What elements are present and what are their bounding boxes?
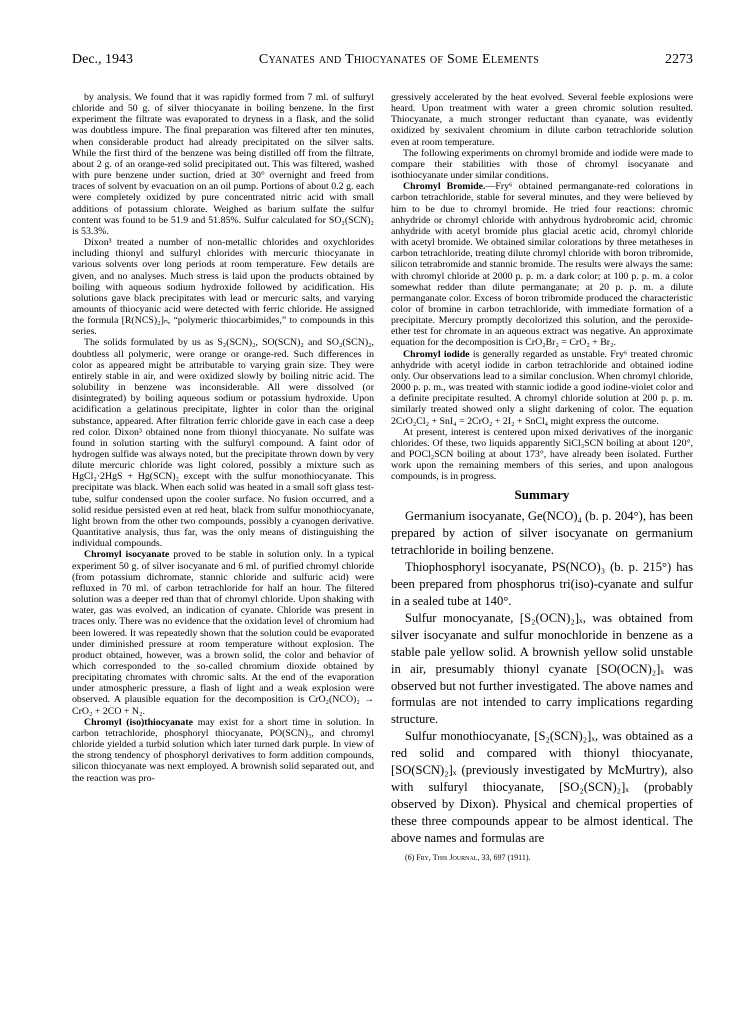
paragraph-text: —Fry⁶ obtained permanganate-red colorations in carbon tetrachloride, stable for several minutes, and they were believed by him to be due to chromyl bromide. He tried four reactions: chromic anhydride or chromyl chloride with anhydrous hydrobromic acid, chromic anhydride with acetyl bromide plus glacial acetic acid, chromyl chloride with acetyl bromide. We obtained similar colorations by three metatheses in carbon tetrachloride, treating dilute chromyl chloride with boron tribromide, silicon tetrabromide and stannic bromide. The results were always the same: with chromyl chloride at 2000 p. p. m. a dark color; at 100 p. p. m. a color somewhat redder than dilute permanganate; at 20 p. p. m. a dilute permanganate color. Excess of boron tribromide produced the characteristic color of bromine in carbon tetrachloride, with immediate formation of a precipitate. Mercury promptly decolorized this solution, and the peroxide-ether test for chromate in an aqueous extract was negative. An approximate equation for the decomposition is CrO₂Br₂ = CrO₂ + Br₂. [391, 181, 694, 349]
summary-paragraphs [391, 508, 693, 846]
paragraph [72, 337, 374, 549]
paragraph-text: The solids formulated by us as S₂(SCN)₂, SO(SCN)₂ and SO₂(SCN)₂, doubtless all polymeric, were orange or orange-red. Such differences in color as appeared might be attributable to varying grain size. They were entirely stable in air, and were oxidized slowly by boiling nitric acid. The solubility in benzene was inconsiderable. All were dissolved (or disintegrated) by boiling aqueous sodium or potassium hydroxide. Upon acidification a gelatinous precipitate, lighter in color than the original substance, appeared. After filtration ferric chloride gave in each case a deep red color. Dixon³ obtained none from thionyl thiocyanate. No sulfate was found in solution starting with the sulfuryl compound. A faint odor of hydrogen sulfide was always noted, but the precipitate thrown down by very dilute mercuric chloride was light colored, possibly a mixture such as HgCl₂·2HgS + Hg(SCN)₂ except with the sulfur monothiocyanate. This precipitate was black. When each solid was heated in a small soft glass test-tube, sulfur condensed upon the cooler surface. No fusion occurred, and a solid residue persisted even at red heat, black from sulfur monothiocyanate, light brown from the other two compounds, possibly a cyanogen derivative. Quantitative analysis, thus far, was the only means of distinguishing the individual compounds. [72, 337, 374, 550]
paragraph [391, 349, 693, 427]
header-date: Dec., 1943 [72, 52, 134, 67]
header-title: Cyanates and Thiocyanates of Some Elements [258, 52, 540, 67]
summary-paragraph: Sulfur monothiocyanate, [S₂(SCN)₂]ₓ, was obtained as a red solid and compared with thionyl thiocyanate, [SO(SCN)₂]ₓ (previously investigated by McMurtry), also with sulfuryl thiocyanate, [SO₂(SCN)₂]ₓ (probably observed by Dixon). Physical and chemical properties of these three compounds appear to be almost identical. The above names and formulas are [391, 729, 693, 845]
paragraph [72, 717, 374, 784]
summary-paragraph: Sulfur monocyanate, [S₂(OCN)₂]ₓ, was obtained from silver isocyanate and sulfur monochloride in benzene as a stable pale yellow solid. A brownish yellow solid unstable in air, presumably thionyl cyanate [SO(OCN)₂]ₓ was observed but not further investigated. The above names and formulas are not intended to carry implications regarding structure. [391, 610, 693, 727]
footnote-citation: 33, 697 (1911). [481, 852, 531, 862]
paragraph-text: proved to be stable in solution only. In a typical experiment 50 g. of silver isocyanate and 6 ml. of purified chromyl chloride (from potassium dichromate, stannic chloride and sulfuric acid) were refluxed in 70 ml. of carbon tetrachloride for half an hour. The filtered solution was a deeper red than that of chromyl chloride. Upon shaking with water, gas was evolved, an indication of cyanate. Chloride was present in traces only. There was no evidence that the oxidation level of chromium had been lowered. It was repeatedly shown that the solution could be evaporated under diminished pressure at room temperature without explosion. The product obtained, however, was a brown solid, the color and behavior of which corresponded to the so-called chromium dioxide obtained by precipitating chromates with chromic salts. At the end of the evaporation under atmospheric pressure, a flash of light and a weak explosion were observed. A plausible equation for the decomposition is CrO₂(NCO)₂ → CrO₂ + 2CO + N₂. [72, 549, 374, 717]
paragraph [391, 92, 693, 148]
paragraph [72, 92, 374, 237]
run-in-heading: Chromyl iodide [403, 348, 470, 360]
paragraph [72, 237, 374, 337]
run-in-heading: Chromyl (iso)thiocyanate [84, 716, 193, 728]
paragraph-text: is generally regarded as unstable. Fry⁶ treated chromic anhydride with acetyl iodide in carbon tetrachloride and obtained iodine only. Our observations lead to a similar conclusion. When chromyl chloride, 2000 p. p. m., was treated with stannic iodide a good iodine-violet color and a definite precipitate resulted. A chromyl chloride solution at 200 p. p. m. similarly treated showed only a slight darkening of color. The equation 2CrO₂Cl₂ + SnI₄ = 2CrO₂ + 2I₂ + SnCl₄ might express the outcome. [391, 348, 693, 427]
run-in-heading: Chromyl isocyanate [84, 549, 170, 561]
paragraph-text: At present, interest is centered upon mixed derivatives of the inorganic chlorides. Of these, two liquids apparently SiCl₃SCN boiling at about 120°, and POCl₂SCN boiling at about 173°, have already been isolated. Further work upon the remaining members of this series, and upon analogous compounds, is in progress. [391, 426, 693, 483]
paragraph-text: gressively accelerated by the heat evolved. Several feeble explosions were heard. Upon treatment with water a green chromic solution resulted. Thiocyanate, a much stronger reductant than cyanate, was evidently oxidized by sexivalent chromium in dilute carbon tetrachloride solution even at room temperature. [391, 92, 693, 148]
footnote-author: Fry, [416, 852, 431, 862]
footnote-journal: This Journal, [432, 852, 480, 862]
footnote [391, 853, 693, 863]
running-header [72, 52, 693, 92]
footnote-number: (6) [405, 852, 415, 862]
paragraph [391, 148, 693, 181]
run-in-heading: Chromyl Bromide. [403, 181, 486, 193]
paragraph [391, 427, 693, 483]
summary-paragraph: Thiophosphoryl isocyanate, PS(NCO)₃ (b. p. 215°) has been prepared from phosphorus tri(iso)-cyanate and sulfur in a sealed tube at 140°. [391, 560, 693, 608]
right-column [391, 92, 693, 863]
page-number: 2273 [665, 52, 693, 67]
right-column-paragraphs [391, 92, 693, 482]
summary-heading: Summary [514, 487, 570, 503]
paragraph-text: may exist for a short time in solution. In carbon tetrachloride, phosphoryl thiocyanate, PO(SCN)₃, and chromyl chloride yielded a turbid solution which later turned dark purple. In view of the strong tendency of phosphoryl derivatives to form addition compounds, silicon thiocyanate was next employed. A brownish solid separated out, and the reaction was pro- [72, 716, 374, 784]
paragraph-text: The following experiments on chromyl bromide and iodide were made to compare their stabilities with those of chromyl isocyanate and isothiocyanate under similar conditions. [391, 147, 693, 182]
paragraph-text: Dixon³ treated a number of non-metallic chlorides and oxychlorides including thionyl and sulfuryl chlorides with mercuric thiocyanate in various solvents over long periods at room temperature. Few details are given, and no analyses. Much stress is laid upon the products obtained by boiling with aqueous sodium hydroxide followed by acidification. His solutions gave black precipitates with lead or mercuric salts, and varying amounts of thiocyanic acid were detected with ferric chloride. He assigned the formula [R(NCS)₂]ₙ, “polymeric thiocarbimides,” to compounds in this series. [72, 237, 374, 338]
two-column-body [72, 92, 693, 863]
left-column [72, 92, 374, 863]
paragraph [391, 181, 693, 348]
paragraph-text: by analysis. We found that it was rapidly formed from 7 ml. of sulfuryl chloride and 50 g. of silver thiocyanate in boiling benzene. In the first experiment the filtrate was evaporated to dryness in a flask, and the solid was doubtless impure. The final preparation was filtered after ten minutes, when considerable product had already precipitated on the silver salts. While the first third of the benzene was being distilled off from the filtrate, about 2 g. of an orange-red solid precipitated out. This was filtered, washed with pure benzene under suction, dried at 30° overnight and freed from traces of solvent by evacuation on an oil pump. Portions of about 0.2 g. each were completely oxidized by pure concentrated nitric acid with small additions of potassium chlorate. Weighed as barium sulfate the sulfur content was found to be 51.9 and 51.85%. Sulfur calculated for SO₂(SCN)₂ is 53.3%. [72, 92, 374, 237]
paragraph [72, 549, 374, 716]
summary-paragraph: Germanium isocyanate, Ge(NCO)₄ (b. p. 204°), has been prepared by action of silver isocyanate on germanium tetrachloride in boiling benzene. [391, 509, 693, 558]
